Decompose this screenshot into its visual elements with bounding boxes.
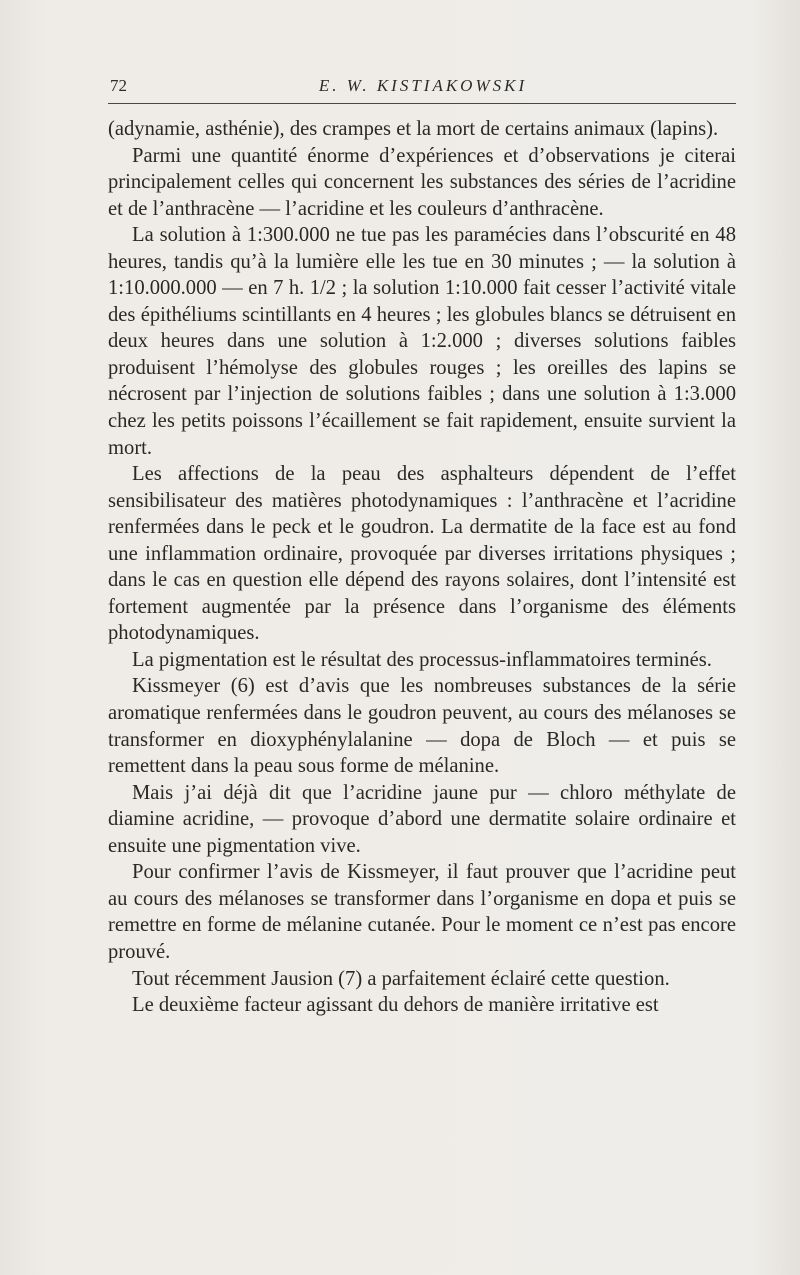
paragraph: (adynamie, asthénie), des crampes et la mort de certains animaux (lapins). [108,118,719,140]
page-number: 72 [110,76,127,95]
paragraph: Mais j’ai déjà dit que l’acridine jaune pur — chloro méthylate de diamine acridine, — provoque d’abord une dermatite solaire ordinaire et ensuite une pigmentation vive. [108,781,736,857]
paragraph: La solution à 1:300.000 ne tue pas les paramécies dans l’obscurité en 48 heures, tandis qu’à la lumière elle les tue en 30 minutes ; — la solution à 1:10.000.000 — en 7 h. 1/2 ; la solution 1:10.000 fait cesser l’activité vitale des épithéliums scintillants en 4 heures ; les globules blancs se détruisent en deux heures dans une solution à 1:2.000 ; diverses solutions faibles produisent l’hémolyse des globules rouges ; les oreilles des lapins se nécrosent par l’injection de solutions faibles ; dans une solution à 1:3.000 chez les petits poissons l’écaillement se fait rapidement, ensuite survient la mort. [108,224,736,459]
body-text [108,116,736,1019]
running-title: E. W. KISTIAKOWSKI [318,76,528,95]
paragraph: Le deuxième facteur agissant du dehors de manière irritative est [132,994,659,1017]
paragraph: Les affections de la peau des asphalteurs dépendent de l’effet sensibilisateur des matières photodynamiques : l’anthracène et l’acridine renfermées dans le peck et le goudron. La dermatite de la face est au fond une inflammation ordinaire, provoquée par diverses irritations physiques ; dans le cas en question elle dépend des rayons solaires, dont l’intensité est fortement augmentée par la présence dans l’organisme des éléments photodynamiques. [108,463,736,645]
paragraph: La pigmentation est le résultat des processus-inflammatoires terminés. [132,648,712,671]
paragraph: Tout récemment Jausion (7) a parfaitement éclairé cette question. [132,967,670,990]
page-header [108,72,738,102]
header-rule [108,103,736,104]
paragraph: Parmi une quantité énorme d’expériences et d’observations je citerai principalement celles qui concernent les substances des séries de l’acridine et de l’anthracène — l’acridine et les couleurs d’anthracène. [108,144,736,220]
paragraph: Kissmeyer (6) est d’avis que les nombreuses substances de la série aromatique renfermées dans le goudron peuvent, au cours des mélanoses se transformer en dioxyphénylalanine — dopa de Bloch — et puis se remettent dans la peau sous forme de mélanine. [108,675,736,778]
paragraph: Pour confirmer l’avis de Kissmeyer, il faut prouver que l’acridine peut au cours des mélanoses se transformer dans l’organisme en dopa et puis se remettre en forme de mélanine cutanée. Pour le moment ce n’est pas encore prouvé. [108,861,736,963]
